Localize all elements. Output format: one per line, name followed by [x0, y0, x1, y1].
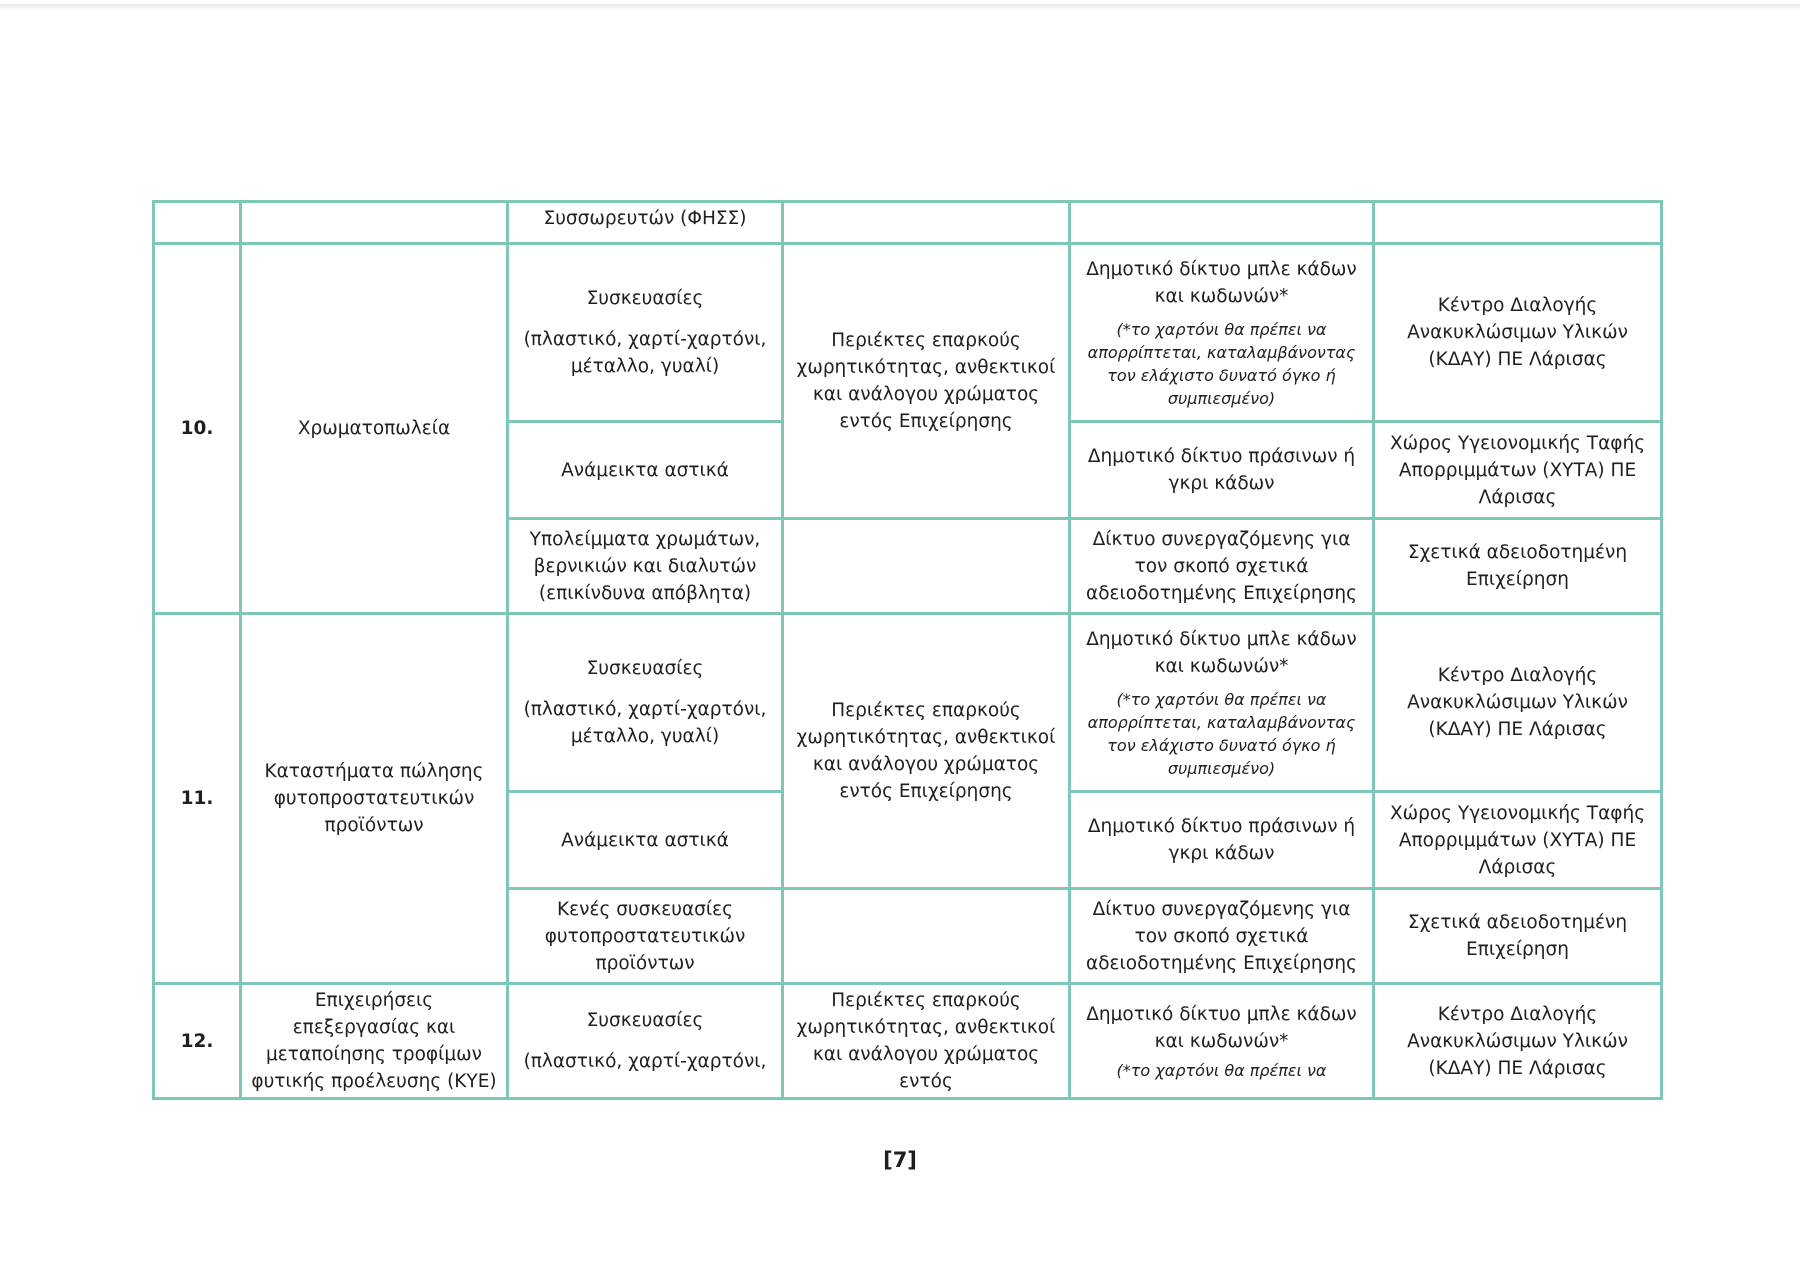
business-type: Επιχειρήσεις επεξεργασίας και μεταποίησης τροφίμων φυτικής προέλευσης (ΚΥΕ) [241, 984, 508, 1099]
cell-empty [1374, 202, 1662, 244]
cell-containers: Περιέκτες επαρκούς χωρητικότητας, ανθεκτικοί και ανάλογου χρώματος εντός [783, 984, 1070, 1099]
cell-empty [783, 519, 1070, 614]
cell-dest-xyta: Χώρος Υγειονομικής Ταφής Απορριμμάτων (ΧΥΤΑ) ΠΕ Λάρισας [1374, 792, 1662, 889]
row-number: 12. [154, 984, 241, 1099]
waste-packaging-detail: (πλαστικό, χαρτί-χαρτόνι, μέταλλο, γυαλί) [523, 699, 767, 747]
cell-waste-hazardous: Υπολείμματα χρωμάτων, βερνικιών και διαλυτών (επικίνδυνα απόβλητα) [508, 519, 783, 614]
cell-empty [154, 202, 241, 244]
cell-empty [783, 889, 1070, 984]
cell-waste-mixed: Ανάμεικτα αστικά [508, 422, 783, 519]
waste-management-table [152, 200, 1663, 1100]
cell-waste-packaging [508, 614, 783, 792]
business-type: Καταστήματα πώλησης φυτοπροστατευτικών προϊόντων [241, 614, 508, 984]
cell-network-blue [1070, 614, 1374, 792]
row-number: 11. [154, 614, 241, 984]
cell-waste-packaging [508, 244, 783, 422]
page-number: [7] [883, 1148, 917, 1172]
table-row [154, 984, 1662, 1099]
waste-packaging-title: Συσκευασίες [586, 1010, 704, 1031]
network-blue-note: (*το χαρτόνι θα πρέπει να απορρίπτεται, καταλαμβάνοντας τον ελάχιστο δυνατό όγκο ή συμπιεσμένο) [1087, 319, 1356, 408]
cell-dest-kday: Κέντρο Διαλογής Ανακυκλώσιμων Υλικών (ΚΔΑΥ) ΠΕ Λάρισας [1374, 244, 1662, 422]
table-row [154, 244, 1662, 422]
table-row [154, 614, 1662, 792]
cell-network-green: Δημοτικό δίκτυο πράσινων ή γκρι κάδων [1070, 792, 1374, 889]
cell-network-green: Δημοτικό δίκτυο πράσινων ή γκρι κάδων [1070, 422, 1374, 519]
network-blue-text: Δημοτικό δίκτυο μπλε κάδων και κωδωνών* [1086, 1003, 1357, 1052]
cell-network-blue [1070, 984, 1374, 1099]
network-blue-text: Δημοτικό δίκτυο μπλε κάδων και κωδωνών* [1086, 258, 1357, 307]
cell-waste-packaging [508, 984, 783, 1099]
cell-containers: Περιέκτες επαρκούς χωρητικότητας, ανθεκτικοί και ανάλογου χρώματος εντός Επιχείρησης [783, 614, 1070, 889]
cell-dest-kday: Κέντρο Διαλογής Ανακυκλώσιμων Υλικών (ΚΔΑΥ) ΠΕ Λάρισας [1374, 984, 1662, 1099]
waste-packaging-detail: (πλαστικό, χαρτί-χαρτόνι, μέταλλο, γυαλί) [523, 329, 767, 377]
cell-empty [783, 202, 1070, 244]
cell-dest-kday: Κέντρο Διαλογής Ανακυκλώσιμων Υλικών (ΚΔΑΥ) ΠΕ Λάρισας [1374, 614, 1662, 792]
cell-dest-licensed: Σχετικά αδειοδοτημένη Επιχείρηση [1374, 889, 1662, 984]
cell-waste-type: Συσσωρευτών (ΦΗΣΣ) [508, 202, 783, 244]
cell-network-partner: Δίκτυο συνεργαζόμενης για τον σκοπό σχετικά αδειοδοτημένης Επιχείρησης [1070, 889, 1374, 984]
cell-waste-empty-packaging: Κενές συσκευασίες φυτοπροστατευτικών προϊόντων [508, 889, 783, 984]
waste-packaging-detail: (πλαστικό, χαρτί-χαρτόνι, [523, 1051, 767, 1072]
cell-containers: Περιέκτες επαρκούς χωρητικότητας, ανθεκτικοί και ανάλογου χρώματος εντός Επιχείρησης [783, 244, 1070, 519]
row-number: 10. [154, 244, 241, 614]
waste-packaging-title: Συσκευασίες [586, 658, 704, 679]
network-blue-note: (*το χαρτόνι θα πρέπει να απορρίπτεται, καταλαμβάνοντας τον ελάχιστο δυνατό όγκο ή συμπιεσμένο) [1087, 689, 1356, 778]
cell-network-blue [1070, 244, 1374, 422]
waste-packaging-title: Συσκευασίες [586, 288, 704, 309]
network-blue-note: (*το χαρτόνι θα πρέπει να [1116, 1060, 1327, 1080]
scan-top-edge [0, 4, 1800, 10]
cell-dest-licensed: Σχετικά αδειοδοτημένη Επιχείρηση [1374, 519, 1662, 614]
table-row-continuation [154, 202, 1662, 244]
cell-empty [241, 202, 508, 244]
network-blue-text: Δημοτικό δίκτυο μπλε κάδων και κωδωνών* [1086, 628, 1357, 677]
cell-empty [1070, 202, 1374, 244]
business-type: Χρωματοπωλεία [241, 244, 508, 614]
cell-dest-xyta: Χώρος Υγειονομικής Ταφής Απορριμμάτων (ΧΥΤΑ) ΠΕ Λάρισας [1374, 422, 1662, 519]
cell-network-partner: Δίκτυο συνεργαζόμενης για τον σκοπό σχετικά αδειοδοτημένης Επιχείρησης [1070, 519, 1374, 614]
cell-waste-mixed: Ανάμεικτα αστικά [508, 792, 783, 889]
